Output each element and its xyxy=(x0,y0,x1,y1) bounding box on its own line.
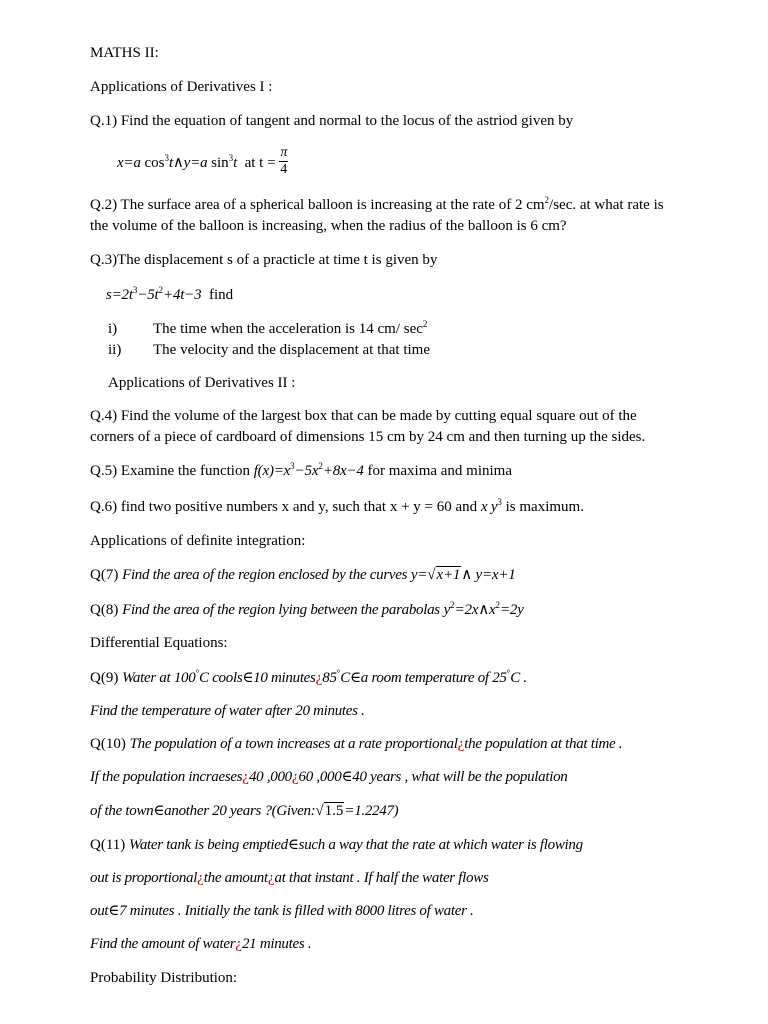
question-10-line-1: Q(10) The population of a town increases at a rate proportional¿the population at that time . xyxy=(90,736,623,752)
question-3-equation: $s=2t^3-5t^2+4t-3$ find xyxy=(106,285,234,303)
question-7: Q(7) Find the area of the region enclosed by the curves y=√x+1∧ y=x+1 xyxy=(90,567,516,583)
section-heading-derivatives-2: Applications of Derivatives II : xyxy=(108,375,296,391)
question-4-line-2: corners of a piece of cardboard of dimensions 15 cm by 24 cm and then turning up the sides. xyxy=(90,429,646,445)
doc-title: MATHS II: xyxy=(90,45,159,61)
section-heading-derivatives-1: Applications of Derivatives I : xyxy=(90,79,273,95)
section-heading-integration: Applications of definite integration: xyxy=(90,533,306,549)
question-11-line-4: Find the amount of water¿21 minutes . xyxy=(90,936,312,952)
pi-over-4-fraction: $\frac{\pi}{4}$ xyxy=(280,145,288,178)
question-8: Q(8) Find the area of the region lying between the parabolas $y^2=2x\wedge x^2=2y$ xyxy=(90,600,524,618)
question-3-item-2: ii) The velocity and the displacement at that time xyxy=(108,342,430,358)
question-6: Q.6) find two positive numbers x and y, such that x + y = 60 and x $y^3$ is maximum. xyxy=(90,497,584,515)
question-4-line-1: Q.4) Find the volume of the largest box that can be made by cutting equal square out of the xyxy=(90,408,637,424)
question-9-line-2: Find the temperature of water after 20 minutes . xyxy=(90,703,365,719)
question-3-item-1: i) The time when the acceleration is 14 cm/ $\sec^2$ xyxy=(108,319,428,337)
question-1-text: Q.1) Find the equation of tangent and normal to the locus of the astriod given by xyxy=(90,113,574,129)
question-3-text: Q.3)The displacement s of a practicle at time t is given by xyxy=(90,252,438,268)
question-11-line-1: Q(11) Water tank is being emptied∈such a way that the rate at which water is flowing xyxy=(90,837,583,853)
question-11-line-3: out∈7 minutes . Initially the tank is filled with 8000 litres of water . xyxy=(90,903,474,919)
section-heading-differential-equations: Differential Equations: xyxy=(90,635,228,651)
question-11-line-2: out is proportional¿the amount¿at that instant . If half the water flows xyxy=(90,870,489,886)
question-2-line-2: the volume of the balloon is increasing, when the radius of the balloon is 6 cm? xyxy=(90,218,567,234)
section-heading-probability: Probability Distribution: xyxy=(90,970,238,986)
question-9-line-1: Q(9) Water at 100°C cools∈10 minutes¿85°C∈a room temperature of 25°C . xyxy=(90,668,527,686)
question-1-equation: x=a $\cos^3t\wedge y=a$ $\sin^3t$ at t = $\frac{\pi}{4}$ xyxy=(117,145,288,178)
question-2-line-1: Q.2) The surface area of a spherical balloon is increasing at the rate of 2 $cm^2/\sec$. at what rate is xyxy=(90,195,664,213)
question-5: Q.5) Examine the function $f(x)=x^3-5x^2+8x-4$ for maxima and minima xyxy=(90,461,513,479)
question-10-line-2: If the population incraeses¿40 ,000¿60 ,000∈40 years , what will be the population xyxy=(90,769,568,785)
question-10-line-3: of the town∈another 20 years ?(Given:√1.5=1.2247) xyxy=(90,803,399,819)
